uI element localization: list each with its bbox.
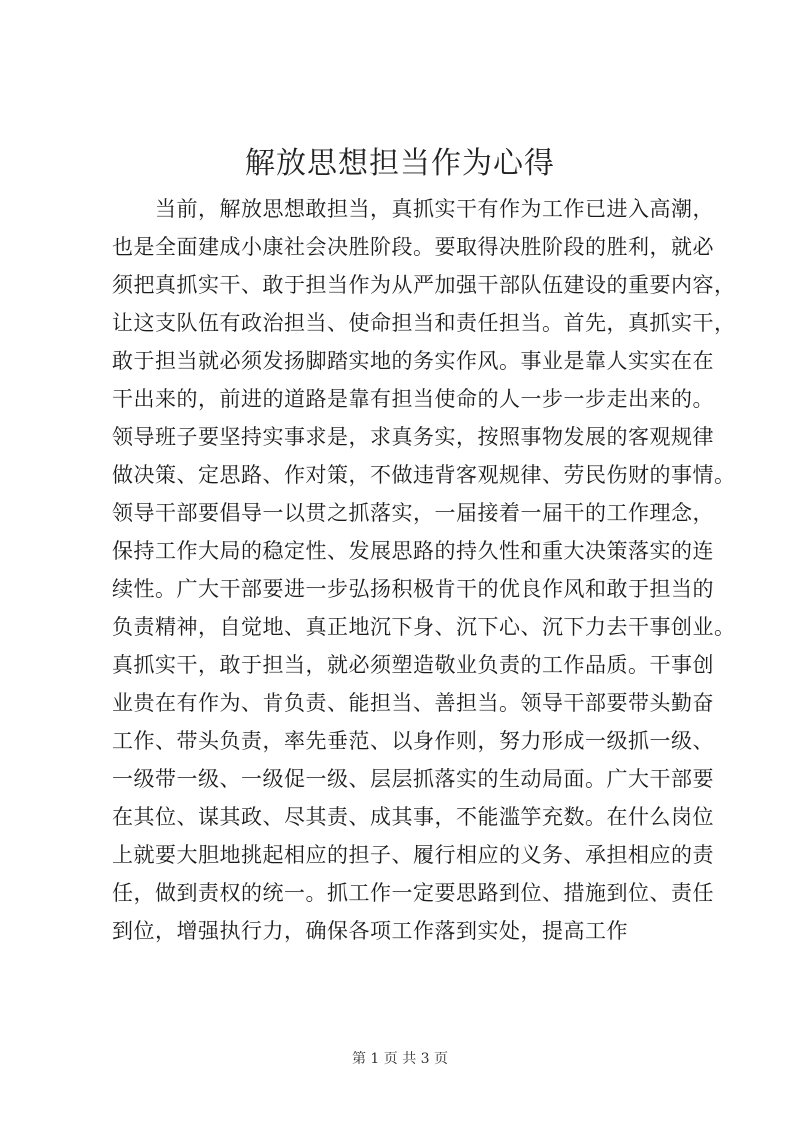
- body-line: 干出来的，前进的道路是靠有担当使命的人一步一步走出来的。: [112, 387, 714, 411]
- body-line: 真抓实干，敢于担当，就必须塑造敬业负责的工作品质。干事创: [112, 653, 714, 677]
- body-line: 敢于担当就必须发扬脚踏实地的务实作风。事业是靠人实实在在: [112, 349, 714, 373]
- body-line: 到位，增强执行力，确保各项工作落到实处，提高工作: [112, 919, 628, 943]
- document-title: 解放思想担当作为心得: [245, 146, 555, 181]
- body-line: 保持工作大局的稳定性、发展思路的持久性和重大决策落实的连: [112, 539, 714, 563]
- page-number-footer: 第 1 页 共 3 页: [351, 1051, 449, 1067]
- body-line: 一级带一级、一级促一级、层层抓落实的生动局面。广大干部要: [112, 767, 714, 791]
- body-line: 工作、带头负责，率先垂范、以身作则，努力形成一级抓一级、: [112, 729, 714, 753]
- body-line: 当前，解放思想敢担当，真抓实干有作为工作已进入高潮，: [112, 197, 714, 221]
- body-line: 上就要大胆地挑起相应的担子、履行相应的义务、承担相应的责: [112, 843, 714, 867]
- body-line: 负责精神，自觉地、真正地沉下身、沉下心、沉下力去干事创业。: [112, 615, 736, 639]
- body-line: 在其位、谋其政、尽其责、成其事，不能滥竽充数。在什么岗位: [112, 805, 714, 829]
- body-line: 任，做到责权的统一。抓工作一定要思路到位、措施到位、责任: [112, 881, 714, 905]
- body-line: 业贵在有作为、肯负责、能担当、善担当。领导干部要带头勤奋: [112, 691, 714, 715]
- body-line: 续性。广大干部要进一步弘扬积极肯干的优良作风和敢于担当的: [112, 577, 714, 601]
- body-line: 让这支队伍有政治担当、使命担当和责任担当。首先，真抓实干，: [112, 311, 736, 335]
- document-body: [112, 190, 736, 950]
- body-line: 也是全面建成小康社会决胜阶段。要取得决胜阶段的胜利，就必: [112, 235, 714, 259]
- body-line: 领导干部要倡导一以贯之抓落实，一届接着一届干的工作理念，: [112, 501, 714, 525]
- body-line: 领导班子要坚持实事求是，求真务实，按照事物发展的客观规律: [112, 425, 714, 449]
- body-line: 须把真抓实干、敢于担当作为从严加强干部队伍建设的重要内容，: [112, 273, 736, 297]
- body-line: 做决策、定思路、作对策，不做违背客观规律、劳民伤财的事情。: [112, 463, 736, 487]
